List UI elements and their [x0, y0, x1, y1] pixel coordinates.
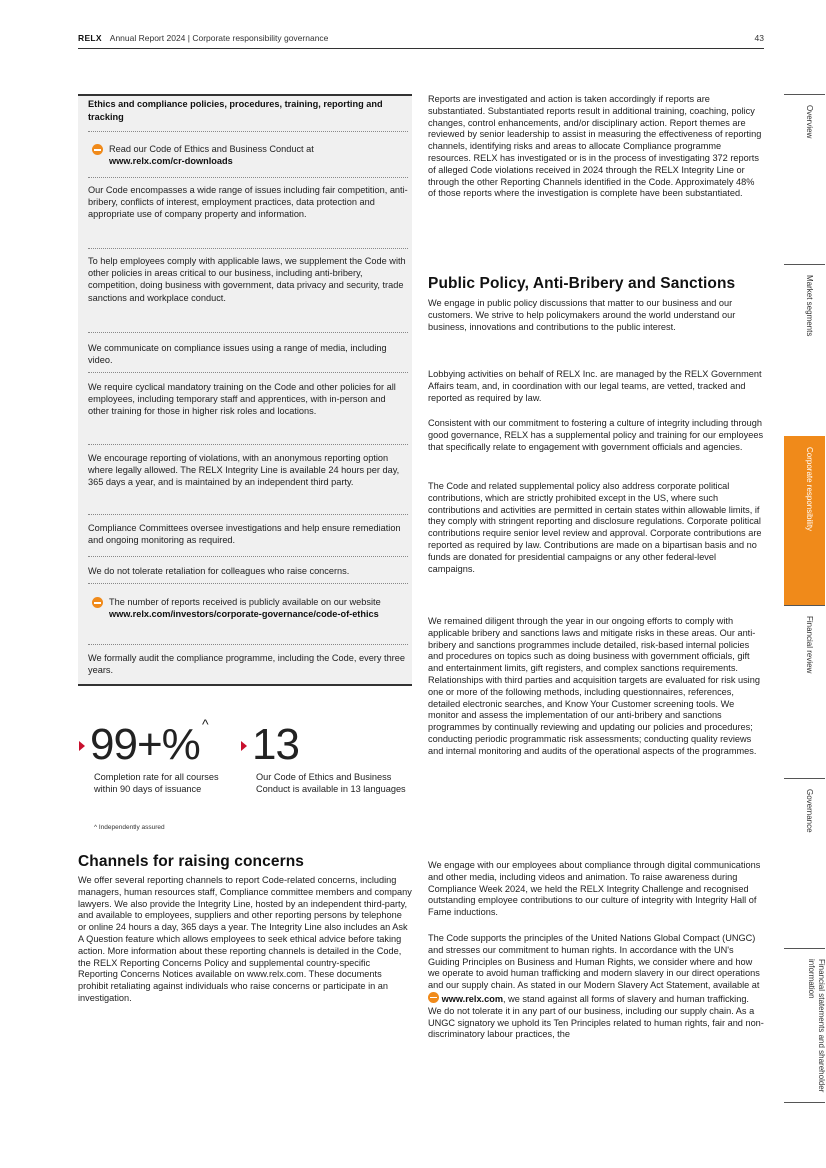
panel-block: We formally audit the compliance programme, including the Code, every three years. [88, 653, 405, 676]
stat-completion-desc: Completion rate for all courses within 90 days of issuance [94, 772, 219, 794]
panel-block: We do not tolerate retaliation for colleagues who raise concerns. [88, 566, 350, 576]
tab-label: Market segments [805, 275, 814, 337]
code-reference [92, 143, 412, 167]
channels-heading: Channels for raising concerns [78, 853, 304, 870]
divider [88, 332, 408, 333]
reports-reference [92, 596, 412, 620]
tab-financial-review[interactable] [784, 605, 825, 778]
tab-label: Governance [805, 789, 814, 833]
tab-overview[interactable] [784, 94, 825, 264]
ref1-text: Read our Code of Ethics and Business Conduct at [109, 144, 314, 154]
public-policy-p6: We engage with our employees about compliance through digital communications and other media, including videos and animation. To raise awareness during Compliance Week 2024, we held the RELX Integrity Challenge and recognised outstanding employee contributions to our culture of integrity with Integrity Hall of Fame inductions. [428, 860, 761, 918]
divider [88, 514, 408, 515]
panel-block: We encourage reporting of violations, with an anonymous reporting option where legally allowed. The RELX Integrity Line is available 24 hours per day, 365 days a year, and is maintained by an independent third party. [88, 453, 400, 488]
tab-financial-statements[interactable] [784, 948, 825, 1102]
link-icon [92, 144, 103, 155]
p7-text-after: , we stand against all forms of slavery and human trafficking. We do not tolerate it in any part of our business, including our supply chain. As a UNGC signatory we uphold its Ten Principles related to human rights, fair and non-discriminatory labour practices, the [428, 993, 764, 1040]
public-policy-p2: Lobbying activities on behalf of RELX Inc. are managed by the RELX Government Affairs team, and, in coordination with our legal teams, are vetted, tracked and reported as required by law. [428, 369, 762, 403]
public-policy-p4: The Code and related supplemental policy also address corporate political contributions, which are strictly prohibited except in the US, where such contributions and activities are permitted in certain states within allowable limits, if they comply with stringent reporting and disclosure regulations. Corporate political contributions require senior level review and approval. Corporate contributions are reported as required by law. Contributions are made on a bipartisan basis and no funds are donated for presidential campaigns or any other federal-level campaigns. [428, 481, 762, 574]
assured-marker: ^ [202, 716, 209, 732]
panel-block: To help employees comply with applicable laws, we supplement the Code with other policies in areas critical to our business, including anti-bribery, competition, doing business with government, data privacy and security, trade sanctions and workplace conduct. [88, 256, 406, 303]
divider [88, 372, 408, 373]
divider [88, 644, 408, 645]
divider [88, 248, 408, 249]
brand-logo: RELX [78, 33, 102, 43]
panel-title: Ethics and compliance policies, procedures, training, reporting and tracking [88, 99, 383, 122]
panel-block: We require cyclical mandatory training on the Code and other policies for all employees, including temporary staff and apprentices, with in-person and other training for those in higher risk roles and locations. [88, 382, 396, 417]
header-divider [78, 48, 764, 49]
reports-paragraph: Reports are investigated and action is taken accordingly if reports are substantiated. Substantiated reports result in additional training, coaching, policy changes, control enhancements, and/or disciplinary action. Report themes are reviewed by senior leadership to assist in measuring the effectiveness of reporting channels, identifying risks and areas to allocate Compliance programme resources. RELX has investigated or is in the process of investigating 372 reports of alleged Code violations received in 2024 through the RELX Integrity Line or through the other Reporting Channels identified in the Code. Approximately 48% of those reports where the investigation is complete have been substantiated. [428, 94, 762, 199]
public-policy-p3: Consistent with our commitment to fostering a culture of integrity including through good governance, RELX has a supplemental policy and training for our employees that specifically relate to engagement with government officials and agencies. [428, 418, 764, 452]
panel-bottom-rule [78, 684, 412, 686]
tab-corporate-responsibility[interactable] [784, 436, 825, 605]
panel-block: Our Code encompasses a wide range of issues including fair competition, anti-bribery, conflicts of interest, employment practices, data protection and appropriate use of company property and information. [88, 185, 408, 220]
stat-completion-value: 99+% [90, 720, 200, 769]
divider [88, 583, 408, 584]
tab-label: Financial statements and shareholder information [807, 959, 826, 1093]
public-policy-p1: We engage in public policy discussions that matter to our business and our customers. We strive to help policymakers around the world understand our business, innovations and contributions to the public interest. [428, 298, 736, 332]
public-policy-heading: Public Policy, Anti-Bribery and Sanctions [428, 275, 736, 292]
public-policy-p5: We remained diligent through the year in our ongoing efforts to comply with applicable bribery and sanctions laws and mitigate risks in these areas. Our anti-bribery and sanctions programmes include detailed, risk-based internal policies and procedures on topics such as doing business with government officials, gift and entertainment limits, gift registers, and complex sanctions requirements. Relationships with third parties and acquisition targets are evaluated for risk using one or more of the following methods, including questionnaires, references, detailed electronic searches, and Know Your Customer screening tools. We monitor and assess the implementation of our anti-bribery and sanctions programmes by continually reviewing and updating our policies and procedures; conducting periodic programmatic risk assessments; conducting quality reviews and internal monitoring and audits of the operational aspects of the programmes. [428, 616, 760, 756]
tab-label: Overview [805, 105, 814, 139]
tab-governance[interactable] [784, 778, 825, 948]
tab-market-segments[interactable] [784, 264, 825, 436]
stat-languages-desc: Our Code of Ethics and Business Conduct is available in 13 languages [256, 772, 406, 794]
ref2-text: The number of reports received is publicly available on our website [109, 597, 381, 607]
public-policy-p7 [428, 933, 764, 1041]
p7-link[interactable]: www.relx.com [441, 993, 504, 1004]
arrow-icon [241, 741, 247, 751]
divider [88, 444, 408, 445]
arrow-icon [79, 741, 85, 751]
panel-block: Compliance Committees oversee investigations and help ensure remediation and ongoing monitoring as required. [88, 523, 401, 546]
divider [88, 131, 408, 132]
page-number: 43 [754, 33, 764, 43]
ref1-link[interactable]: www.relx.com/cr-downloads [109, 156, 233, 167]
divider [88, 177, 408, 178]
ref2-link[interactable]: www.relx.com/investors/corporate-governance/code-of-ethics [109, 609, 379, 620]
tab-label: Corporate responsibility [805, 447, 814, 532]
link-icon [92, 597, 103, 608]
page-header [78, 33, 764, 47]
p7-text-before: The Code supports the principles of the United Nations Global Compact (UNGC) and stresses our commitment to human rights. In accordance with the UN's Guiding Principles on Business and Human Rights, we consider where and how we operate to avoid human trafficking and modern slavery in our direct operations and our supply chain. As stated in our Modern Slavery Act Statement, available at [428, 933, 760, 991]
tab-label: Financial review [805, 616, 814, 674]
channels-body: We offer several reporting channels to report Code-related concerns, including managers, human resources staff, Compliance committee members and company lawyers. We also provide the Integrity Line, hosted by an independent third-party, and available to employees, suppliers and other reporting persons by telephone or online 24 hours a day, 365 days a year. The Integrity Line also includes an Ask A Question feature which allows employees to seek ethical advice before taking action. More information about these reporting channels is detailed in the Code, the RELX Reporting Concerns Policy and supplemental country-specific Reporting Concerns Notices available on www.relx.com. These documents prohibit retaliating against individuals who raise concerns or participate in an investigation. [78, 875, 412, 1003]
tabs-end-rule [784, 1102, 825, 1103]
header-title: Annual Report 2024 | Corporate responsibility governance [109, 33, 329, 43]
footnote: ^ Independently assured [94, 824, 165, 831]
link-icon [428, 992, 439, 1003]
divider [88, 556, 408, 557]
stat-languages-value: 13 [252, 720, 299, 769]
panel-block: We communicate on compliance issues using a range of media, including video. [88, 343, 387, 366]
